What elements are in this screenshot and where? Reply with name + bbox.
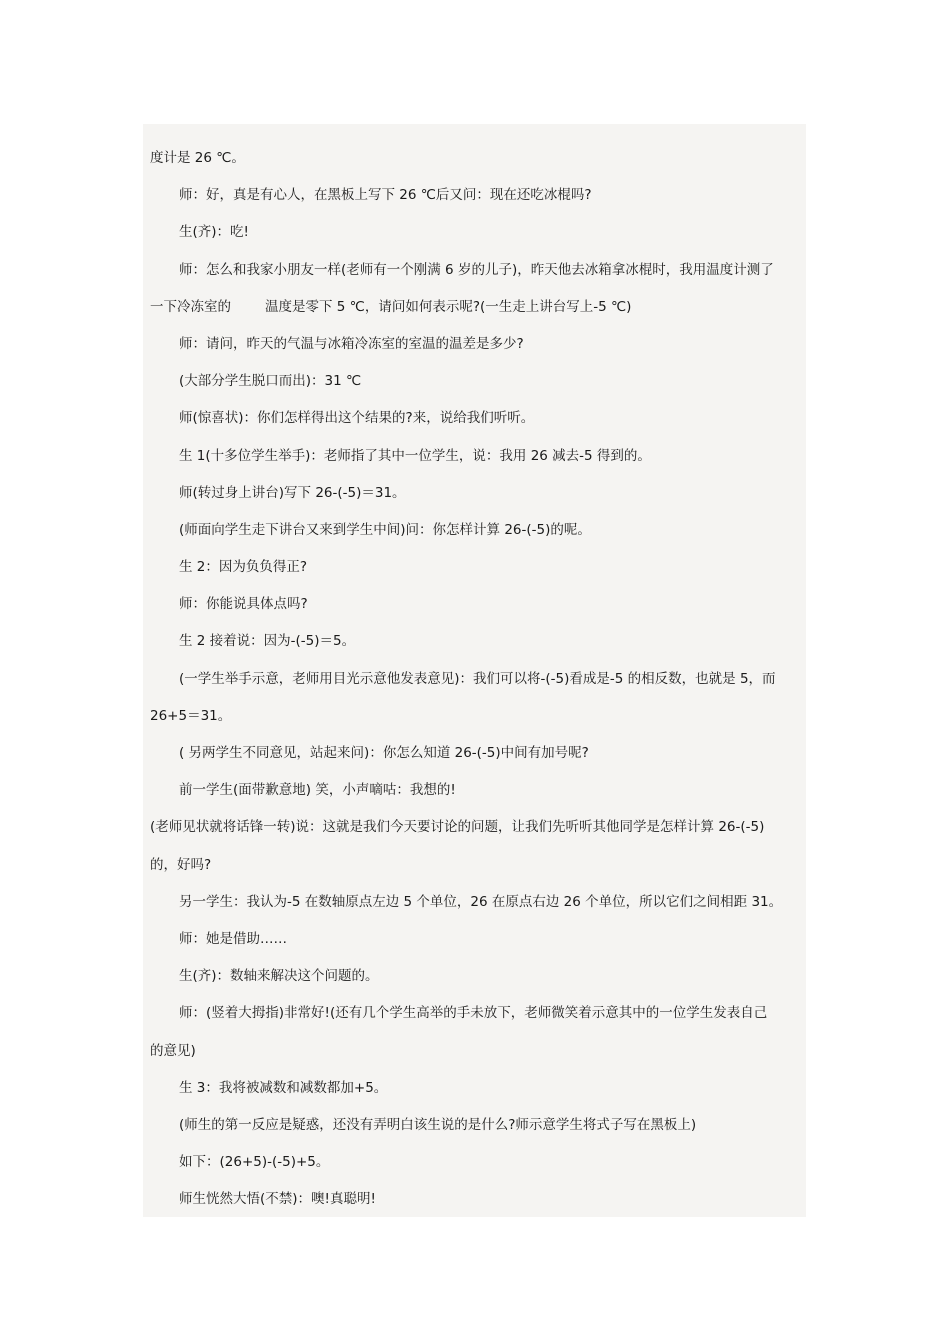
paragraph-line: 生 3：我将被减数和减数都加+5。 [179, 1079, 388, 1096]
paragraph-line: (一学生举手示意，老师用目光示意他发表意见)：我们可以将-(-5)看成是-5 的相反数，也就是 5，而 [179, 670, 776, 687]
paragraph-line: 的，好吗? [150, 856, 212, 873]
paragraph-line-part: 温度是零下 5 ℃，请问如何表示呢?(一生走上讲台写上-5 ℃) [265, 298, 632, 315]
paragraph-line: 生 2 接着说：因为-(-5)＝5。 [179, 633, 356, 650]
paragraph-line: 的意见) [150, 1042, 196, 1059]
document-body [150, 140, 806, 1218]
paragraph-line-part: 一下冷冻室的 [150, 298, 231, 315]
paragraph-line: 师：(竖着大拇指)非常好!(还有几个学生高举的手未放下，老师微笑着示意其中的一位学生发表自己 [179, 1005, 768, 1022]
paragraph-line: 另一学生：我认为-5 在数轴原点左边 5 个单位，26 在原点右边 26 个单位，所以它们之间相距 31。 [179, 893, 783, 910]
paragraph-line: 前一学生(面带歉意地) 笑，小声嘀咕：我想的! [179, 782, 456, 799]
paragraph-line: 生(齐)：数轴来解决这个问题的。 [179, 968, 379, 985]
paragraph-line: 度计是 26 ℃。 [150, 150, 245, 166]
paragraph-line: 师(转过身上讲台)写下 26-(-5)＝31。 [179, 484, 406, 501]
paragraph-line: 26+5＝31。 [150, 707, 232, 724]
paragraph-line: 师生恍然大悟(不禁)：噢!真聪明! [179, 1191, 376, 1208]
paragraph-line: 生 2：因为负负得正? [179, 559, 308, 576]
paragraph-line: 生 1(十多位学生举手)：老师指了其中一位学生，说：我用 26 减去-5 得到的。 [179, 447, 651, 464]
paragraph-line: 师：好，真是有心人，在黑板上写下 26 ℃后又问：现在还吃冰棍吗? [179, 187, 592, 204]
paragraph-line: ( 另两学生不同意见，站起来问)：你怎么知道 26-(-5)中间有加号呢? [179, 745, 589, 761]
paragraph-line: 师(惊喜状)：你们怎样得出这个结果的?来，说给我们听听。 [179, 410, 535, 427]
paragraph-line: 如下：(26+5)-(-5)+5。 [179, 1154, 330, 1171]
paragraph-line: (老师见状就将话锋一转)说：这就是我们今天要讨论的问题，让我们先听听其他同学是怎样计算 26-(-5) [150, 819, 765, 836]
paragraph-line: 师：怎么和我家小朋友一样(老师有一个刚满 6 岁的儿子)，昨天他去冰箱拿冰棍时，我用温度计测了 [179, 261, 774, 278]
paragraph-line: (师面向学生走下讲台又来到学生中间)问：你怎样计算 26-(-5)的呢。 [179, 521, 591, 538]
paragraph-line: (大部分学生脱口而出)：31 ℃ [179, 373, 362, 390]
paragraph-line [150, 289, 806, 326]
paragraph-line: (师生的第一反应是疑惑，还没有弄明白该生说的是什么?师示意学生将式子写在黑板上) [179, 1116, 697, 1133]
paragraph-line: 生(齐)：吃! [179, 224, 249, 241]
paragraph-line: 师：她是借助…… [179, 930, 287, 947]
paragraph-line: 师：你能说具体点吗? [179, 596, 308, 613]
paragraph-line: 师：请问，昨天的气温与冰箱冷冻室的室温的温差是多少? [179, 335, 524, 352]
